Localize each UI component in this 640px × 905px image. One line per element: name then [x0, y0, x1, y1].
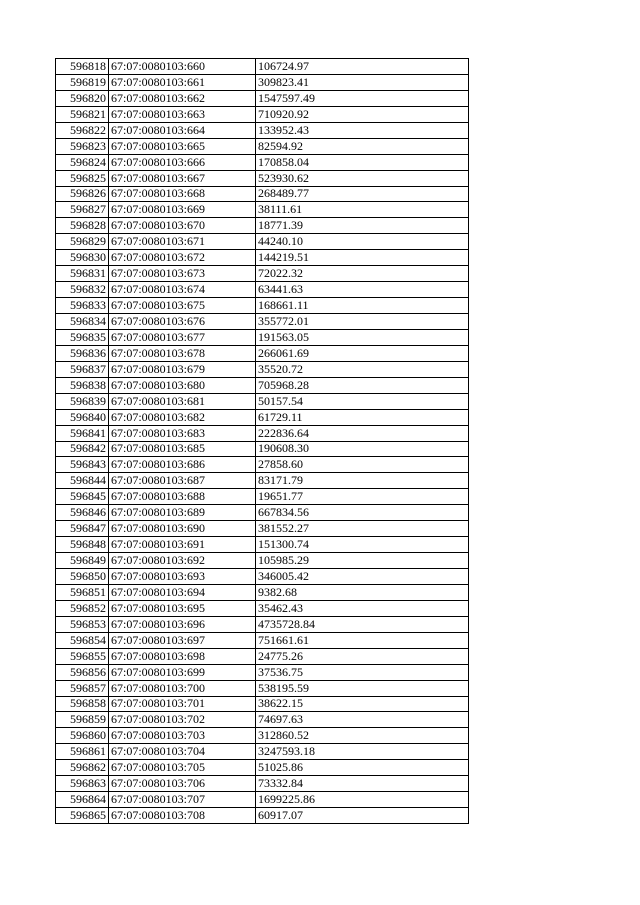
record-id-cell: 596832: [56, 282, 109, 298]
table-row: [56, 345, 469, 361]
record-id-cell: 596828: [56, 218, 109, 234]
value-cell: 268489.77: [256, 186, 469, 202]
record-id-cell: 596842: [56, 441, 109, 457]
table-row: [56, 90, 469, 106]
record-id-cell: 596830: [56, 250, 109, 266]
cadastral-number-cell: 67:07:0080103:706: [109, 776, 256, 792]
cadastral-number-cell: 67:07:0080103:708: [109, 808, 256, 824]
table-row: [56, 728, 469, 744]
cadastral-number-cell: 67:07:0080103:671: [109, 234, 256, 250]
table-row: [56, 170, 469, 186]
cadastral-number-cell: 67:07:0080103:703: [109, 728, 256, 744]
value-cell: 151300.74: [256, 537, 469, 553]
cadastral-number-cell: 67:07:0080103:686: [109, 457, 256, 473]
table-row: [56, 298, 469, 314]
record-id-cell: 596844: [56, 473, 109, 489]
value-cell: 24775.26: [256, 648, 469, 664]
value-cell: 222836.64: [256, 425, 469, 441]
cadastral-number-cell: 67:07:0080103:700: [109, 680, 256, 696]
record-id-cell: 596860: [56, 728, 109, 744]
record-id-cell: 596820: [56, 90, 109, 106]
record-id-cell: 596825: [56, 170, 109, 186]
cadastral-number-cell: 67:07:0080103:667: [109, 170, 256, 186]
table-row: [56, 505, 469, 521]
record-id-cell: 596855: [56, 648, 109, 664]
table-row: [56, 760, 469, 776]
record-id-cell: 596863: [56, 776, 109, 792]
value-cell: 523930.62: [256, 170, 469, 186]
record-id-cell: 596824: [56, 154, 109, 170]
cadastral-number-cell: 67:07:0080103:694: [109, 584, 256, 600]
record-id-cell: 596864: [56, 792, 109, 808]
cadastral-number-cell: 67:07:0080103:701: [109, 696, 256, 712]
record-id-cell: 596854: [56, 632, 109, 648]
value-cell: 35462.43: [256, 600, 469, 616]
record-id-cell: 596838: [56, 377, 109, 393]
value-cell: 355772.01: [256, 314, 469, 330]
table-row: [56, 792, 469, 808]
table-row: [56, 202, 469, 218]
record-id-cell: 596841: [56, 425, 109, 441]
cadastral-number-cell: 67:07:0080103:692: [109, 553, 256, 569]
record-id-cell: 596849: [56, 553, 109, 569]
cadastral-number-cell: 67:07:0080103:699: [109, 664, 256, 680]
table-row: [56, 122, 469, 138]
record-id-cell: 596822: [56, 122, 109, 138]
cadastral-number-cell: 67:07:0080103:690: [109, 521, 256, 537]
table-row: [56, 218, 469, 234]
record-id-cell: 596853: [56, 616, 109, 632]
cadastral-number-cell: 67:07:0080103:661: [109, 74, 256, 90]
cadastral-number-cell: 67:07:0080103:662: [109, 90, 256, 106]
table-row: [56, 521, 469, 537]
record-id-cell: 596848: [56, 537, 109, 553]
record-id-cell: 596847: [56, 521, 109, 537]
value-cell: 38622.15: [256, 696, 469, 712]
table-row: [56, 600, 469, 616]
record-id-cell: 596837: [56, 361, 109, 377]
table-row: [56, 106, 469, 122]
record-id-cell: 596840: [56, 409, 109, 425]
value-cell: 3247593.18: [256, 744, 469, 760]
record-id-cell: 596857: [56, 680, 109, 696]
cadastral-number-cell: 67:07:0080103:677: [109, 329, 256, 345]
cadastral-number-cell: 67:07:0080103:664: [109, 122, 256, 138]
record-id-cell: 596818: [56, 59, 109, 75]
table-row: [56, 361, 469, 377]
value-cell: 83171.79: [256, 473, 469, 489]
value-cell: 1547597.49: [256, 90, 469, 106]
record-id-cell: 596862: [56, 760, 109, 776]
cadastral-number-cell: 67:07:0080103:680: [109, 377, 256, 393]
table-row: [56, 74, 469, 90]
record-id-cell: 596835: [56, 329, 109, 345]
cadastral-number-cell: 67:07:0080103:681: [109, 393, 256, 409]
value-cell: 346005.42: [256, 569, 469, 585]
cadastral-number-cell: 67:07:0080103:673: [109, 266, 256, 282]
record-id-cell: 596833: [56, 298, 109, 314]
table-row: [56, 138, 469, 154]
record-id-cell: 596827: [56, 202, 109, 218]
table-row: [56, 377, 469, 393]
value-cell: 266061.69: [256, 345, 469, 361]
record-id-cell: 596834: [56, 314, 109, 330]
cadastral-number-cell: 67:07:0080103:691: [109, 537, 256, 553]
records-table-body: [56, 59, 469, 824]
value-cell: 72022.32: [256, 266, 469, 282]
cadastral-number-cell: 67:07:0080103:689: [109, 505, 256, 521]
table-row: [56, 457, 469, 473]
table-row: [56, 537, 469, 553]
table-row: [56, 250, 469, 266]
table-row: [56, 393, 469, 409]
value-cell: 82594.92: [256, 138, 469, 154]
record-id-cell: 596845: [56, 489, 109, 505]
table-row: [56, 154, 469, 170]
cadastral-number-cell: 67:07:0080103:695: [109, 600, 256, 616]
value-cell: 710920.92: [256, 106, 469, 122]
table-row: [56, 648, 469, 664]
cadastral-number-cell: 67:07:0080103:670: [109, 218, 256, 234]
value-cell: 105985.29: [256, 553, 469, 569]
value-cell: 381552.27: [256, 521, 469, 537]
table-row: [56, 808, 469, 824]
records-table: [55, 58, 469, 824]
value-cell: 538195.59: [256, 680, 469, 696]
table-row: [56, 329, 469, 345]
value-cell: 751661.61: [256, 632, 469, 648]
record-id-cell: 596852: [56, 600, 109, 616]
table-row: [56, 59, 469, 75]
value-cell: 38111.61: [256, 202, 469, 218]
value-cell: 18771.39: [256, 218, 469, 234]
cadastral-number-cell: 67:07:0080103:660: [109, 59, 256, 75]
record-id-cell: 596851: [56, 584, 109, 600]
cadastral-number-cell: 67:07:0080103:707: [109, 792, 256, 808]
value-cell: 170858.04: [256, 154, 469, 170]
table-row: [56, 282, 469, 298]
record-id-cell: 596819: [56, 74, 109, 90]
cadastral-number-cell: 67:07:0080103:674: [109, 282, 256, 298]
table-row: [56, 616, 469, 632]
table-row: [56, 473, 469, 489]
record-id-cell: 596850: [56, 569, 109, 585]
table-row: [56, 186, 469, 202]
value-cell: 309823.41: [256, 74, 469, 90]
cadastral-number-cell: 67:07:0080103:663: [109, 106, 256, 122]
record-id-cell: 596861: [56, 744, 109, 760]
record-id-cell: 596843: [56, 457, 109, 473]
cadastral-number-cell: 67:07:0080103:669: [109, 202, 256, 218]
value-cell: 4735728.84: [256, 616, 469, 632]
value-cell: 705968.28: [256, 377, 469, 393]
cadastral-number-cell: 67:07:0080103:696: [109, 616, 256, 632]
cadastral-number-cell: 67:07:0080103:693: [109, 569, 256, 585]
value-cell: 44240.10: [256, 234, 469, 250]
table-row: [56, 409, 469, 425]
table-row: [56, 712, 469, 728]
value-cell: 60917.07: [256, 808, 469, 824]
cadastral-number-cell: 67:07:0080103:672: [109, 250, 256, 266]
table-row: [56, 234, 469, 250]
table-row: [56, 696, 469, 712]
value-cell: 191563.05: [256, 329, 469, 345]
table-row: [56, 569, 469, 585]
cadastral-number-cell: 67:07:0080103:702: [109, 712, 256, 728]
record-id-cell: 596858: [56, 696, 109, 712]
record-id-cell: 596836: [56, 345, 109, 361]
value-cell: 35520.72: [256, 361, 469, 377]
table-row: [56, 314, 469, 330]
table-row: [56, 680, 469, 696]
value-cell: 1699225.86: [256, 792, 469, 808]
record-id-cell: 596826: [56, 186, 109, 202]
cadastral-number-cell: 67:07:0080103:685: [109, 441, 256, 457]
table-row: [56, 425, 469, 441]
table-row: [56, 584, 469, 600]
cadastral-number-cell: 67:07:0080103:697: [109, 632, 256, 648]
cadastral-number-cell: 67:07:0080103:683: [109, 425, 256, 441]
cadastral-number-cell: 67:07:0080103:705: [109, 760, 256, 776]
record-id-cell: 596865: [56, 808, 109, 824]
record-id-cell: 596829: [56, 234, 109, 250]
value-cell: 106724.97: [256, 59, 469, 75]
table-row: [56, 489, 469, 505]
value-cell: 144219.51: [256, 250, 469, 266]
cadastral-number-cell: 67:07:0080103:698: [109, 648, 256, 664]
value-cell: 190608.30: [256, 441, 469, 457]
value-cell: 50157.54: [256, 393, 469, 409]
table-row: [56, 441, 469, 457]
value-cell: 19651.77: [256, 489, 469, 505]
cadastral-number-cell: 67:07:0080103:676: [109, 314, 256, 330]
value-cell: 312860.52: [256, 728, 469, 744]
value-cell: 9382.68: [256, 584, 469, 600]
value-cell: 51025.86: [256, 760, 469, 776]
table-row: [56, 266, 469, 282]
cadastral-number-cell: 67:07:0080103:666: [109, 154, 256, 170]
value-cell: 73332.84: [256, 776, 469, 792]
cadastral-number-cell: 67:07:0080103:704: [109, 744, 256, 760]
record-id-cell: 596823: [56, 138, 109, 154]
table-row: [56, 632, 469, 648]
cadastral-number-cell: 67:07:0080103:679: [109, 361, 256, 377]
table-row: [56, 553, 469, 569]
cadastral-number-cell: 67:07:0080103:688: [109, 489, 256, 505]
value-cell: 168661.11: [256, 298, 469, 314]
record-id-cell: 596839: [56, 393, 109, 409]
cadastral-number-cell: 67:07:0080103:665: [109, 138, 256, 154]
value-cell: 27858.60: [256, 457, 469, 473]
value-cell: 61729.11: [256, 409, 469, 425]
record-id-cell: 596821: [56, 106, 109, 122]
table-row: [56, 776, 469, 792]
value-cell: 133952.43: [256, 122, 469, 138]
value-cell: 667834.56: [256, 505, 469, 521]
cadastral-number-cell: 67:07:0080103:678: [109, 345, 256, 361]
cadastral-number-cell: 67:07:0080103:668: [109, 186, 256, 202]
cadastral-number-cell: 67:07:0080103:675: [109, 298, 256, 314]
value-cell: 37536.75: [256, 664, 469, 680]
record-id-cell: 596846: [56, 505, 109, 521]
cadastral-number-cell: 67:07:0080103:687: [109, 473, 256, 489]
record-id-cell: 596856: [56, 664, 109, 680]
table-row: [56, 664, 469, 680]
cadastral-number-cell: 67:07:0080103:682: [109, 409, 256, 425]
record-id-cell: 596831: [56, 266, 109, 282]
table-row: [56, 744, 469, 760]
record-id-cell: 596859: [56, 712, 109, 728]
value-cell: 63441.63: [256, 282, 469, 298]
value-cell: 74697.63: [256, 712, 469, 728]
